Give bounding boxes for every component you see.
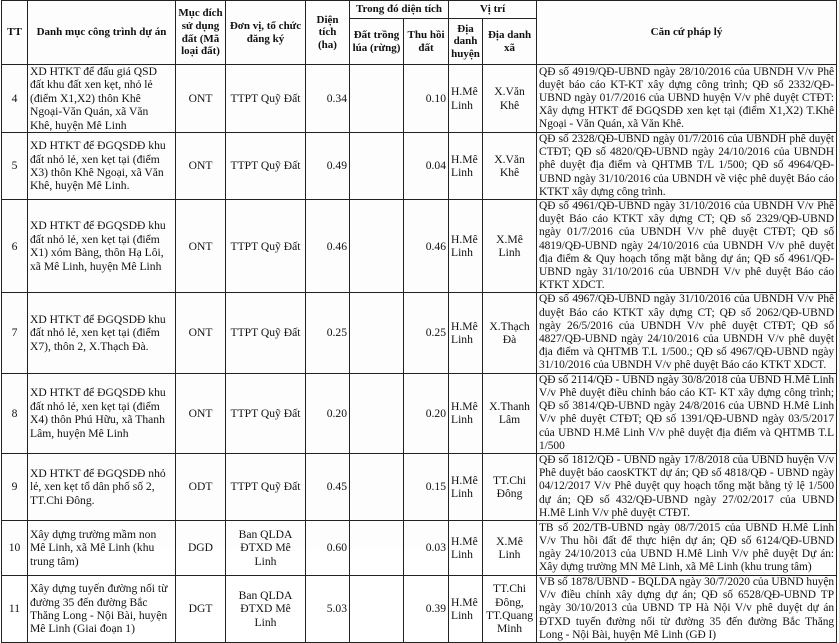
row-tt: 9 — [2, 453, 28, 520]
row-commune: TT.Chi Đông — [483, 453, 537, 520]
row-commune: X.Văn Khê — [483, 133, 537, 200]
row-purpose: ODT — [176, 453, 226, 520]
row-unit: TTPT Quỹ Đất — [226, 453, 306, 520]
table-row — [2, 293, 837, 373]
row-project: Xây dựng trường mầm non Mê Linh, xã Mê Linh (khu trung tâm) — [28, 520, 176, 575]
row-district: H.Mê Linh — [449, 65, 483, 133]
header-project: Danh mục công trình dự án — [28, 1, 176, 65]
row-basis: QĐ số 2328/QĐ-UBND ngày 01/7/2016 của UBNDH phê duyệt CTĐT; QĐ số 4820/QĐ-UBND ngày 24/10/2016 của UBNDH phê duyệt địa điểm và QHTMB T/L 1/500; QĐ số 4964/QĐ-UBND ngày 31/10/2016 của UBNDH về việc phê duyệt Báo cáo KTKT xây dựng công trình. — [537, 133, 837, 200]
header-recover: Thu hồi đất — [404, 19, 449, 65]
row-rice — [350, 65, 404, 133]
row-project: XD HTKT để ĐGQSDĐ nhỏ lẻ, xen kẹt tổ dân phố số 2, TT.Chi Đông. — [28, 453, 176, 520]
row-area: 0.46 — [306, 200, 350, 293]
row-recover: 0.03 — [404, 520, 449, 575]
row-unit: TTPT Quỹ Đất — [226, 200, 306, 293]
row-project: XD HTKT để ĐGQSDĐ khu đất nhỏ lẻ, xen kẹt tại (điểm X4) thôn Phú Hữu, xã Thanh Lâm, huyện Mê Linh — [28, 373, 176, 453]
row-project: XD HTKT để ĐGQSDĐ khu đất nhỏ lẻ, xen kẹt tại (điểm X7), thôn 2, X.Thạch Đà. — [28, 293, 176, 373]
row-recover: 0.15 — [404, 453, 449, 520]
row-unit: TTPT Quỹ Đất — [226, 373, 306, 453]
header-within: Trong đó diện tích — [350, 1, 449, 19]
row-area: 0.34 — [306, 65, 350, 133]
header-basis: Căn cứ pháp lý — [537, 1, 837, 65]
row-district: H.Mê Linh — [449, 520, 483, 575]
row-tt: 11 — [2, 575, 28, 642]
row-project: Xây dựng tuyến đường nối từ đường 35 đến đường Bắc Thăng Long - Nội Bài, huyện Mê Linh (Giai đoạn 1) — [28, 575, 176, 642]
row-tt: 8 — [2, 373, 28, 453]
row-rice — [350, 575, 404, 642]
row-recover: 0.04 — [404, 133, 449, 200]
row-recover: 0.46 — [404, 200, 449, 293]
row-unit: TTPT Quỹ Đất — [226, 293, 306, 373]
row-recover: 0.10 — [404, 65, 449, 133]
header-location: Vị trí — [449, 1, 537, 19]
row-commune: X.Văn Khê — [483, 65, 537, 133]
header-unit: Đơn vị, tổ chức đăng ký — [226, 1, 306, 65]
row-unit: Ban QLDA ĐTXD Mê Linh — [226, 575, 306, 642]
row-basis: QĐ số 4967/QĐ-UBND ngày 31/10/2016 của UBNDH V/v Phê duyệt Báo cáo KTKT xây dựng CT; QĐ số 2062/QĐ-UBND ngày 26/5/2016 của UBNDH V/v phê duyệt CTĐT; QĐ số 4827/QĐ-UBND ngày 24/10/2016 của UBNDH V/v phê duyệt địa điểm và QHTMB T.L 1/500.; QĐ số 4967/QĐ-UBND ngày 31/10/2016 của UBNDH V/v phê duyệt Báo cáo KTKT XDCT. — [537, 293, 837, 373]
row-unit: TTPT Quỹ Đất — [226, 133, 306, 200]
row-district: H.Mê Linh — [449, 373, 483, 453]
row-basis: QĐ số 2114/QĐ - UBND ngày 30/8/2018 của UBND H.Mê Linh V/v Phê duyệt điều chỉnh báo cáo KT- KT xây dựng công trình; QĐ số 3814/QĐ-UBND ngày 24/8/2016 của UBND H.Mê Linh V/v phê duyệt CTĐT; QĐ số 1391/QĐ-UBND ngày 03/5/2017 của UBND H.Mê Linh V/v phê duyệt địa điểm và QHTMB T.L 1/500 — [537, 373, 837, 453]
document-page — [1, 0, 836, 641]
row-unit: Ban QLDA ĐTXD Mê Linh — [226, 520, 306, 575]
row-tt: 4 — [2, 65, 28, 133]
row-rice — [350, 520, 404, 575]
row-project: XD HTKT để ĐGQSDĐ khu đất nhỏ lẻ, xen kẹt tại (điểm X1) xóm Bàng, thôn Hạ Lôi, xã Mê Linh, huyện Mê Linh — [28, 200, 176, 293]
row-tt: 10 — [2, 520, 28, 575]
row-tt: 5 — [2, 133, 28, 200]
row-commune: X.Thanh Lâm — [483, 373, 537, 453]
table-row — [2, 65, 837, 133]
land-use-table — [1, 0, 837, 643]
row-rice — [350, 293, 404, 373]
row-district: H.Mê Linh — [449, 200, 483, 293]
row-basis: VB số 1878/UBND - BQLDA ngày 30/7/2020 của UBND huyện V/v điều chỉnh xây dựng dự án; QĐ số 6528/QĐ-UBND TP ngày 30/10/2013 của UBND TP Hà Nội V/v phê duyệt dự án ĐTXD tuyến đường nối từ đường 35 đến đường Bắc Thăng Long - Nội Bài, huyện Mê Linh (GĐ I) — [537, 575, 837, 642]
row-area: 0.45 — [306, 453, 350, 520]
row-area: 0.60 — [306, 520, 350, 575]
header-district: Địa danh huyện — [449, 19, 483, 65]
table-row — [2, 373, 837, 453]
row-tt: 7 — [2, 293, 28, 373]
row-district: H.Mê Linh — [449, 453, 483, 520]
row-basis: QĐ số 4961/QĐ-UBND ngày 31/10/2016 của UBNDH V/v Phê duyệt Báo cáo KTKT xây dựng CT; QĐ số 2329/QĐ-UBND ngày 01/7/2016 của UBNDH V/v phê duyệt CTĐT; QĐ số 4819/QĐ-UBND ngày 24/10/2016 của UBNDH V/v phê duyệt địa điểm & Quy hoạch tổng mặt bằng dự án; QĐ số 4961/QĐ-UBND ngày 31/10/2016 của UBNDH V/v phê duyệt Báo cáo KTKT XDCT. — [537, 200, 837, 293]
row-commune: X.Mê Linh — [483, 520, 537, 575]
row-district: H.Mê Linh — [449, 133, 483, 200]
row-purpose: ONT — [176, 133, 226, 200]
header-area: Diện tích (ha) — [306, 1, 350, 65]
header-rice: Đất trồng lúa (rừng) — [350, 19, 404, 65]
row-commune: X.Mê Linh — [483, 200, 537, 293]
row-area: 0.20 — [306, 373, 350, 453]
row-rice — [350, 373, 404, 453]
row-purpose: DGD — [176, 520, 226, 575]
row-district: H.Mê Linh — [449, 293, 483, 373]
row-rice — [350, 453, 404, 520]
row-rice — [350, 133, 404, 200]
row-area: 0.25 — [306, 293, 350, 373]
table-row — [2, 133, 837, 200]
row-basis: QĐ số 4919/QĐ-UBND ngày 28/10/2016 của UBNDH V/v Phê duyệt báo cáo KT-KT xây dựng công trình; QĐ số 2332/QĐ-UBND ngày 01/7/2016 của UBND huyện V/v phê duyệt CTĐT: Xây dựng HTKT để ĐGQSDĐ xen kẹt tại (điểm X1,X2) T.Khê Ngoại - Văn Quán, xã Văn Khê. — [537, 65, 837, 133]
row-purpose: ONT — [176, 293, 226, 373]
row-purpose: ONT — [176, 373, 226, 453]
row-basis: QĐ số 1812/QĐ - UBND ngày 17/8/2018 của UBND huyện V/v Phê duyệt báo caosKTKT dự án; QĐ số 4818/QĐ - UBND ngày 04/12/2017 V/v Phê duyệt quy hoạch tổng mặt bằng tỷ lệ 1/500 dự án; QĐ số 432/QĐ-UBND ngày 27/02/2017 của UBND H.Mê Linh V/v phê duyệt CTĐT. — [537, 453, 837, 520]
row-project: XD HTKT để ĐGQSDĐ khu đất nhỏ lẻ, xen kẹt tại (điểm X3) thôn Khê Ngoại, xã Văn Khê, huyện Mê Linh. — [28, 133, 176, 200]
row-recover: 0.25 — [404, 293, 449, 373]
row-area: 0.49 — [306, 133, 350, 200]
header-purpose: Mục đích sử dụng đất (Mã loại đất) — [176, 1, 226, 65]
row-rice — [350, 200, 404, 293]
row-recover: 0.20 — [404, 373, 449, 453]
row-commune: TT.Chi Đông, TT.Quang Minh — [483, 575, 537, 642]
row-basis: TB số 202/TB-UBND ngày 08/7/2015 của UBND H.Mê Linh V/v Thu hồi đất để thực hiện dự án; QĐ số 6124/QĐ-UBND ngày 24/10/2013 của UBND H.Mê Linh V/v phê duyệt Dự án: Xây dựng trường MN Mê Linh, xã Mê Linh (khu trung tâm) — [537, 520, 837, 575]
row-purpose: DGT — [176, 575, 226, 642]
row-tt: 6 — [2, 200, 28, 293]
header-commune: Địa danh xã — [483, 19, 537, 65]
row-commune: X.Thạch Đà — [483, 293, 537, 373]
table-row — [2, 200, 837, 293]
row-unit: TTPT Quỹ Đất — [226, 65, 306, 133]
header-tt: TT — [2, 1, 28, 65]
row-purpose: ONT — [176, 200, 226, 293]
table-row — [2, 520, 837, 575]
row-purpose: ONT — [176, 65, 226, 133]
row-district: H.Mê Linh — [449, 575, 483, 642]
row-recover: 0.39 — [404, 575, 449, 642]
table-row — [2, 453, 837, 520]
table-row — [2, 575, 837, 642]
row-area: 5.03 — [306, 575, 350, 642]
row-project: XD HTKT để đấu giá QSD đất khu đất xen kẹt, nhỏ lẻ (điểm X1,X2) thôn Khê Ngoại-Văn Quán, xã Văn Khê, huyện Mê Linh — [28, 65, 176, 133]
